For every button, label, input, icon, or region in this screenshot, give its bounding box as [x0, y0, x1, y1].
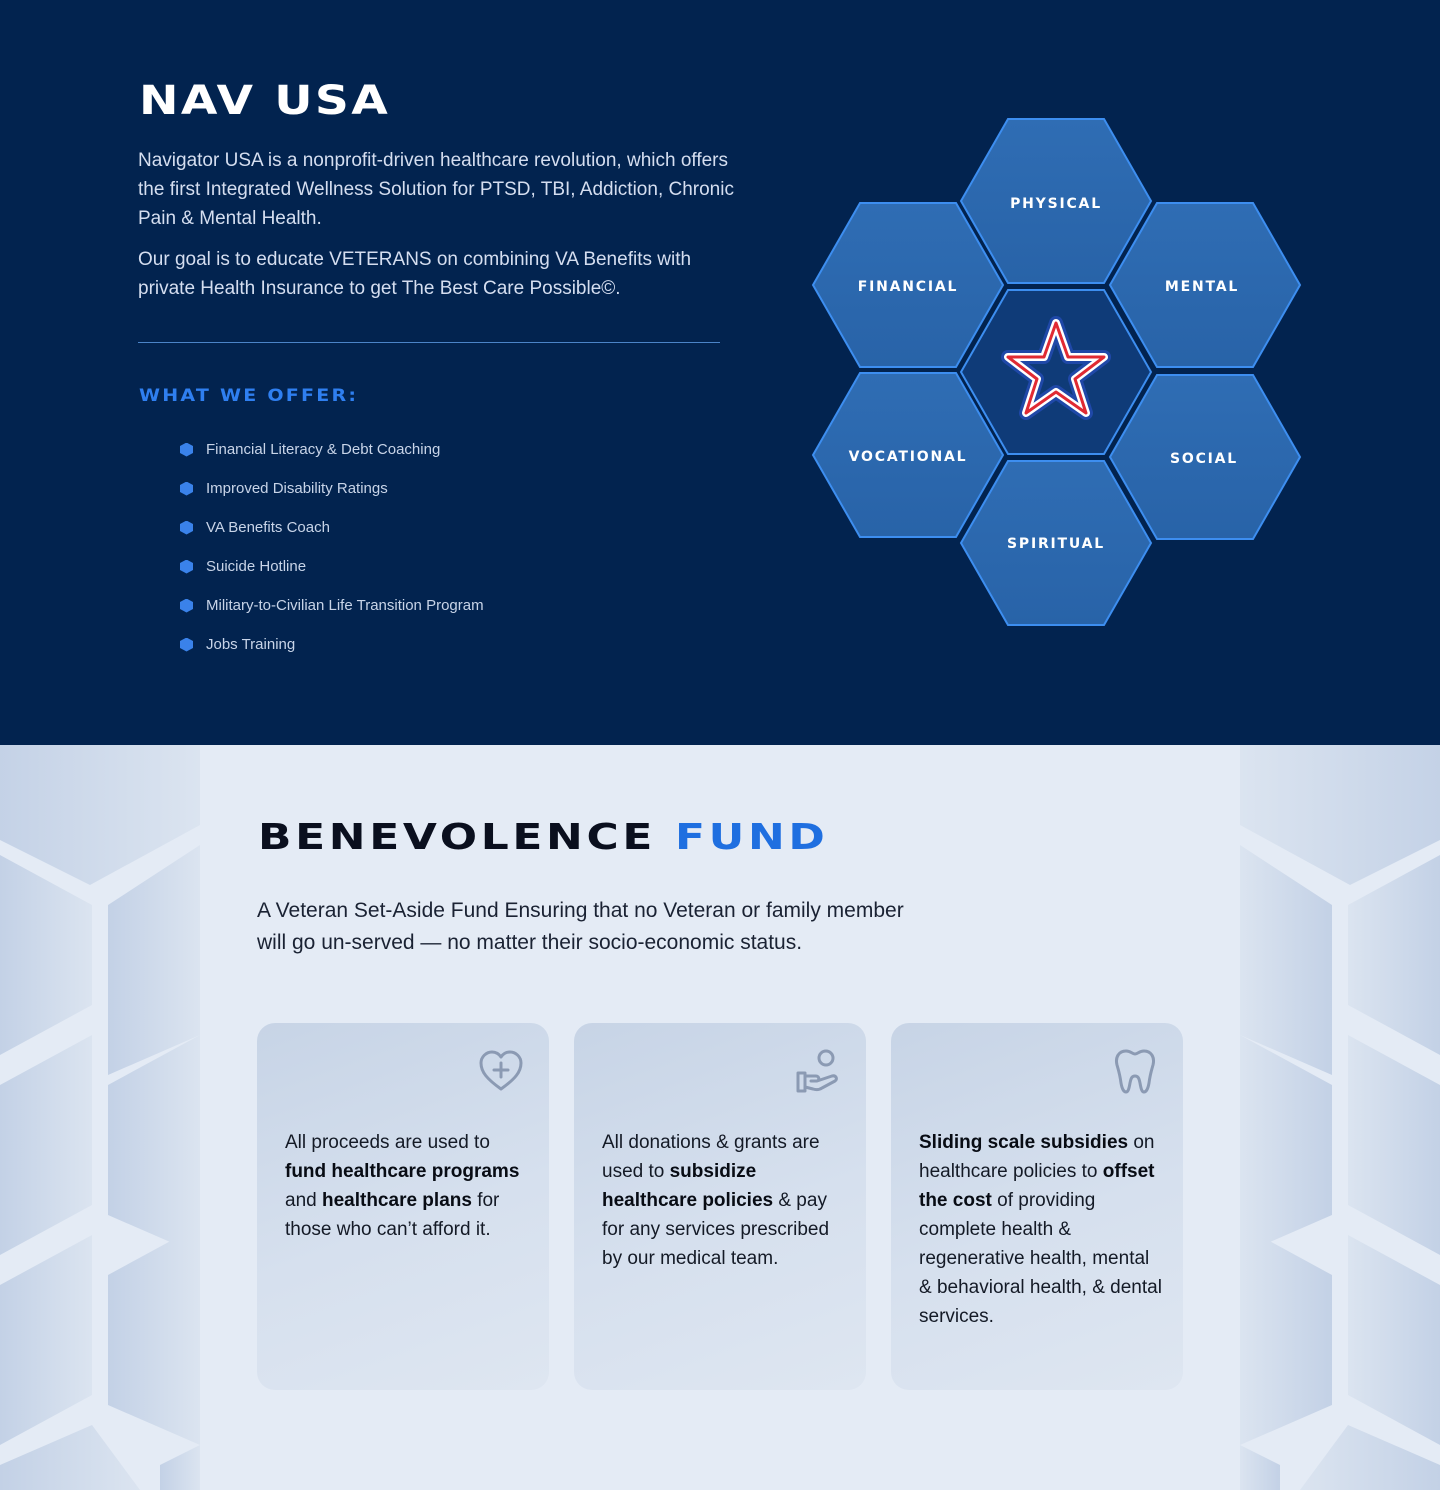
- offer-item: [180, 547, 484, 586]
- card-text-segment: All donations & grants are used to: [602, 1132, 820, 1182]
- hex-financial-label: FINANCIAL: [857, 279, 959, 295]
- hexagon-bullet-icon: [180, 482, 193, 496]
- fund-card-text: [602, 1128, 846, 1273]
- offer-item: [180, 430, 484, 469]
- offer-item: [180, 625, 484, 664]
- offer-item-label: Military-to-Civilian Life Transition Program: [206, 597, 484, 614]
- fund-title: [258, 817, 829, 858]
- card-text-segment: and: [285, 1190, 322, 1211]
- offer-item-label: Jobs Training: [206, 636, 296, 653]
- benevolence-fund-section: [0, 745, 1440, 1490]
- hex-physical-label: PHYSICAL: [1010, 196, 1102, 212]
- card-text-highlight: fund healthcare programs: [285, 1161, 520, 1182]
- heart-plus-icon: [477, 1047, 525, 1095]
- card-text-segment: of providing complete health & regenerative health, mental & behavioral health, & dental services.: [919, 1190, 1162, 1327]
- card-text-segment: on healthcare policies to: [919, 1132, 1155, 1182]
- hex-vocational-label: VOCATIONAL: [848, 449, 968, 465]
- intro-paragraph-1: Navigator USA is a nonprofit-driven healthcare revolution, which offers the first Integrated Wellness Solution for PTSD, TBI, Addiction, Chronic Pain & Mental Health.: [138, 150, 734, 229]
- card-text-highlight: healthcare plans: [321, 1190, 472, 1211]
- hex-social-label: SOCIAL: [1169, 451, 1239, 467]
- offer-list: [180, 430, 484, 664]
- card-text-highlight: Sliding scale subsidies: [919, 1132, 1129, 1153]
- intro-text: [138, 146, 738, 315]
- wellness-hexagon-cluster: [800, 105, 1320, 645]
- brand-title: NAV USA: [139, 78, 391, 124]
- fund-description: A Veteran Set-Aside Fund Ensuring that no Veteran or family member will go un-served — no matter their socio-economic status.: [257, 899, 904, 954]
- offer-item: [180, 586, 484, 625]
- card-text-segment: All proceeds are used to: [285, 1132, 490, 1153]
- fund-card-healthcare-programs: [257, 1023, 549, 1390]
- fund-card-text: [285, 1128, 529, 1244]
- fund-card-donations-grants: [574, 1023, 866, 1390]
- hex-mental: [1110, 203, 1300, 367]
- fund-card-sliding-scale: [891, 1023, 1183, 1390]
- hexagon-bullet-icon: [180, 599, 193, 613]
- hex-mental-label: MENTAL: [1164, 279, 1240, 295]
- hex-financial: [813, 203, 1003, 367]
- card-text-segment: & pay for any services prescribed by our medical team.: [602, 1190, 830, 1269]
- fund-title-main: BENEVOLENCE: [258, 817, 657, 858]
- hexagon-bullet-icon: [180, 560, 193, 574]
- card-text-highlight: subsidize healthcare policies: [602, 1161, 774, 1211]
- tooth-icon: [1111, 1047, 1159, 1095]
- fund-title-accent: FUND: [675, 817, 829, 858]
- offer-item-label: VA Benefits Coach: [206, 519, 330, 536]
- hex-spiritual: [961, 461, 1151, 625]
- hex-center: [961, 290, 1151, 454]
- hex-physical: [961, 119, 1151, 283]
- offer-item-label: Financial Literacy & Debt Coaching: [206, 441, 441, 458]
- card-text-highlight: offset the cost: [919, 1161, 1155, 1211]
- offer-item-label: Suicide Hotline: [206, 558, 307, 575]
- offer-item-label: Improved Disability Ratings: [206, 480, 388, 497]
- hexagon-bullet-icon: [180, 443, 193, 457]
- hexagon-bullet-icon: [180, 521, 193, 535]
- hand-donation-icon: [794, 1047, 842, 1095]
- hexagon-bullet-icon: [180, 638, 193, 652]
- hex-vocational: [813, 373, 1003, 537]
- hex-social: [1110, 375, 1300, 539]
- intro-paragraph-2: Our goal is to educate VETERANS on combining VA Benefits with private Health Insurance to get The Best Care Possible©.: [138, 249, 692, 299]
- hex-spiritual-label: SPIRITUAL: [1007, 536, 1105, 552]
- offer-item: [180, 469, 484, 508]
- divider: [138, 342, 720, 343]
- offer-item: [180, 508, 484, 547]
- fund-card-text: [919, 1128, 1163, 1331]
- card-text-segment: for those who can’t afford it.: [285, 1190, 500, 1240]
- offer-title: WHAT WE OFFER:: [139, 386, 359, 406]
